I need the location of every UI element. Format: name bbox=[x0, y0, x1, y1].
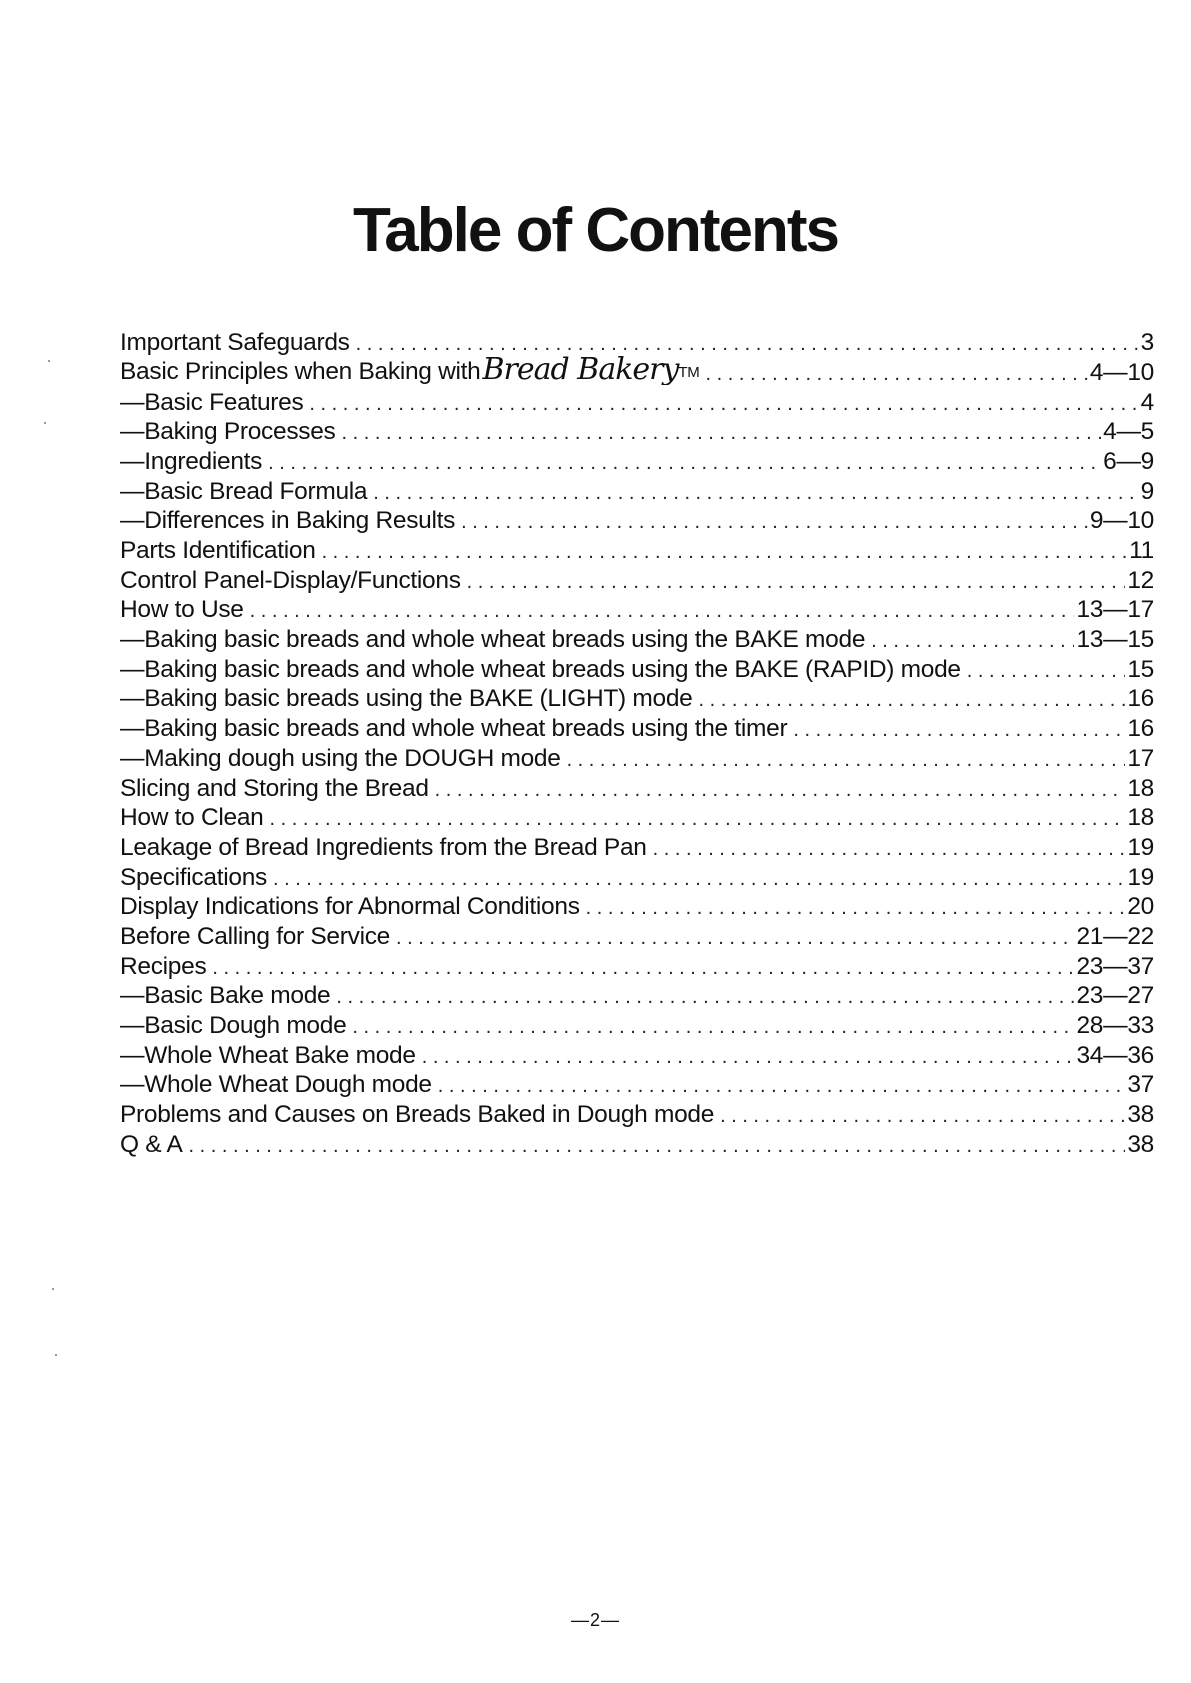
toc-entry-label: —Baking Processes bbox=[120, 418, 336, 445]
dot-leader bbox=[273, 866, 1125, 891]
dot-leader bbox=[356, 331, 1139, 356]
toc-entry-page: 16 bbox=[1127, 685, 1154, 712]
toc-entry-page: 13—15 bbox=[1076, 626, 1154, 653]
dot-leader bbox=[438, 1073, 1126, 1098]
toc-entry-baking-processes bbox=[120, 415, 1154, 445]
dot-leader bbox=[967, 658, 1126, 683]
toc-entry-control-panel bbox=[120, 564, 1154, 594]
scan-speck bbox=[52, 1288, 54, 1290]
dot-leader bbox=[212, 955, 1074, 980]
table-of-contents bbox=[120, 326, 1154, 1157]
toc-entry-label: Slicing and Storing the Bread bbox=[120, 774, 429, 801]
toc-entry-page: 17 bbox=[1127, 744, 1154, 772]
brand-trademark: TM bbox=[678, 364, 700, 382]
dot-leader bbox=[373, 480, 1138, 505]
toc-entry-specifications bbox=[120, 860, 1154, 890]
toc-entry-before-calling-for-service bbox=[120, 920, 1154, 950]
dot-leader bbox=[250, 598, 1075, 623]
page-number: —2— bbox=[570, 1610, 620, 1630]
toc-entry-page: 38 bbox=[1127, 1130, 1154, 1158]
toc-entry-ingredients bbox=[120, 445, 1154, 475]
toc-entry-bake-mode bbox=[120, 623, 1154, 653]
dot-leader bbox=[336, 984, 1074, 1009]
toc-entry-page: 15 bbox=[1127, 655, 1154, 683]
toc-entry-page: 21—22 bbox=[1076, 922, 1154, 950]
toc-entry-label: Leakage of Bread Ingredients from the Bread Pan bbox=[120, 833, 647, 861]
toc-entry-bake-light-mode bbox=[120, 682, 1154, 712]
toc-entry-page: 9—10 bbox=[1089, 507, 1154, 534]
toc-entry-dough-mode bbox=[120, 742, 1154, 772]
toc-entry-basic-dough-mode bbox=[120, 1009, 1154, 1039]
dot-leader bbox=[467, 569, 1126, 594]
toc-entry-label: Control Panel-Display/Functions bbox=[120, 566, 461, 594]
dot-leader bbox=[396, 925, 1074, 950]
toc-entry-page: 28—33 bbox=[1076, 1012, 1154, 1039]
toc-entry-label: —Basic Bake mode bbox=[120, 982, 331, 1009]
dot-leader bbox=[189, 1133, 1126, 1158]
dot-leader bbox=[871, 628, 1074, 653]
dot-leader bbox=[322, 539, 1128, 564]
toc-entry-label: —Basic Dough mode bbox=[120, 1012, 347, 1039]
toc-entry-label: Display Indications for Abnormal Conditions bbox=[120, 893, 580, 920]
toc-entry-label: —Baking basic breads and whole wheat breads using the timer bbox=[120, 715, 788, 742]
toc-entry-page: 19 bbox=[1127, 863, 1154, 891]
dot-leader bbox=[342, 420, 1102, 445]
toc-entry-label-group bbox=[120, 356, 705, 386]
toc-entry-differences-in-baking-results bbox=[120, 504, 1154, 534]
page-title: Table of Contents bbox=[353, 196, 838, 265]
toc-entry-label: —Making dough using the DOUGH mode bbox=[120, 744, 561, 772]
dot-leader bbox=[699, 687, 1126, 712]
toc-entry-page: 3 bbox=[1140, 329, 1154, 356]
toc-entry-page: 9 bbox=[1140, 477, 1154, 505]
toc-entry-page: 4—10 bbox=[1089, 358, 1154, 386]
toc-entry-basic-bread-formula bbox=[120, 474, 1154, 504]
toc-entry-page: 12 bbox=[1127, 566, 1154, 594]
toc-entry-label: —Whole Wheat Dough mode bbox=[120, 1071, 432, 1098]
toc-entry-page: 38 bbox=[1127, 1101, 1154, 1128]
dot-leader bbox=[586, 895, 1126, 920]
toc-entry-label: —Basic Bread Formula bbox=[120, 477, 368, 505]
dot-leader bbox=[653, 836, 1126, 861]
toc-entry-label: How to Clean bbox=[120, 804, 264, 831]
toc-entry-parts-identification bbox=[120, 534, 1154, 564]
toc-entry-label: Problems and Causes on Breads Baked in Dough mode bbox=[120, 1101, 715, 1128]
toc-entry-label: —Ingredients bbox=[120, 447, 263, 475]
dot-leader bbox=[269, 806, 1125, 831]
toc-entry-page: 18 bbox=[1127, 804, 1154, 831]
dot-leader bbox=[567, 747, 1126, 772]
toc-entry-page: 16 bbox=[1127, 715, 1154, 742]
toc-entry-q-and-a bbox=[120, 1128, 1154, 1158]
toc-entry-page: 4 bbox=[1140, 388, 1154, 416]
toc-entry-how-to-use bbox=[120, 593, 1154, 623]
toc-entry-basic-features bbox=[120, 385, 1154, 415]
dot-leader bbox=[720, 1103, 1125, 1128]
toc-entry-label: How to Use bbox=[120, 596, 244, 623]
dot-leader bbox=[461, 509, 1088, 534]
toc-entry-page: 23—27 bbox=[1076, 982, 1154, 1009]
toc-entry-page: 20 bbox=[1127, 893, 1154, 920]
toc-entry-problems-and-causes bbox=[120, 1098, 1154, 1128]
toc-entry-basic-bake-mode bbox=[120, 979, 1154, 1009]
toc-entry-label: Important Safeguards bbox=[120, 329, 350, 356]
dot-leader bbox=[705, 361, 1087, 386]
toc-entry-label: —Baking basic breads using the BAKE (LIGHT) mode bbox=[120, 685, 693, 712]
toc-entry-label: —Whole Wheat Bake mode bbox=[120, 1041, 416, 1069]
toc-entry-slicing-and-storing bbox=[120, 771, 1154, 801]
toc-entry-bake-rapid-mode bbox=[120, 653, 1154, 683]
toc-entry-important-safeguards bbox=[120, 326, 1154, 356]
toc-entry-page: 18 bbox=[1127, 774, 1154, 801]
toc-entry-page: 23—37 bbox=[1076, 952, 1154, 980]
dot-leader bbox=[268, 450, 1101, 475]
toc-entry-label: Parts Identification bbox=[120, 537, 316, 564]
dot-leader bbox=[435, 777, 1126, 802]
toc-entry-label: Specifications bbox=[120, 863, 267, 891]
toc-entry-page: 37 bbox=[1127, 1071, 1154, 1098]
dot-leader bbox=[422, 1044, 1075, 1069]
toc-entry-label: —Baking basic breads and whole wheat breads using the BAKE mode bbox=[120, 626, 866, 653]
toc-entry-timer bbox=[120, 712, 1154, 742]
scan-speck bbox=[55, 1354, 57, 1356]
toc-entry-whole-wheat-bake-mode bbox=[120, 1039, 1154, 1069]
toc-entry-page: 11 bbox=[1129, 537, 1154, 564]
toc-entry-label: —Differences in Baking Results bbox=[120, 507, 456, 534]
toc-entry-display-indications bbox=[120, 890, 1154, 920]
toc-entry-page: 4—5 bbox=[1103, 418, 1154, 445]
toc-entry-label: —Basic Features bbox=[120, 388, 304, 416]
toc-entry-page: 13—17 bbox=[1076, 596, 1154, 623]
toc-entry-label: Before Calling for Service bbox=[120, 922, 390, 950]
toc-entry-leakage bbox=[120, 831, 1154, 861]
toc-entry-label: —Baking basic breads and whole wheat breads using the BAKE (RAPID) mode bbox=[120, 655, 961, 683]
toc-entry-page: 19 bbox=[1127, 833, 1154, 861]
toc-entry-page: 34—36 bbox=[1076, 1041, 1154, 1069]
dot-leader bbox=[793, 717, 1125, 742]
toc-entry-recipes bbox=[120, 949, 1154, 979]
scan-speck bbox=[48, 360, 50, 362]
toc-entry-label: Basic Principles when Baking with bbox=[120, 358, 481, 386]
toc-entry-how-to-clean bbox=[120, 801, 1154, 831]
toc-entry-basic-principles bbox=[120, 356, 1154, 386]
scan-speck bbox=[44, 422, 46, 424]
dot-leader bbox=[352, 1014, 1074, 1039]
toc-entry-whole-wheat-dough-mode bbox=[120, 1068, 1154, 1098]
toc-entry-label: Recipes bbox=[120, 952, 207, 980]
dot-leader bbox=[309, 391, 1138, 416]
toc-entry-page: 6—9 bbox=[1103, 447, 1154, 475]
brand-name: Bread Bakery bbox=[482, 355, 679, 386]
toc-entry-label: Q & A bbox=[120, 1130, 183, 1158]
